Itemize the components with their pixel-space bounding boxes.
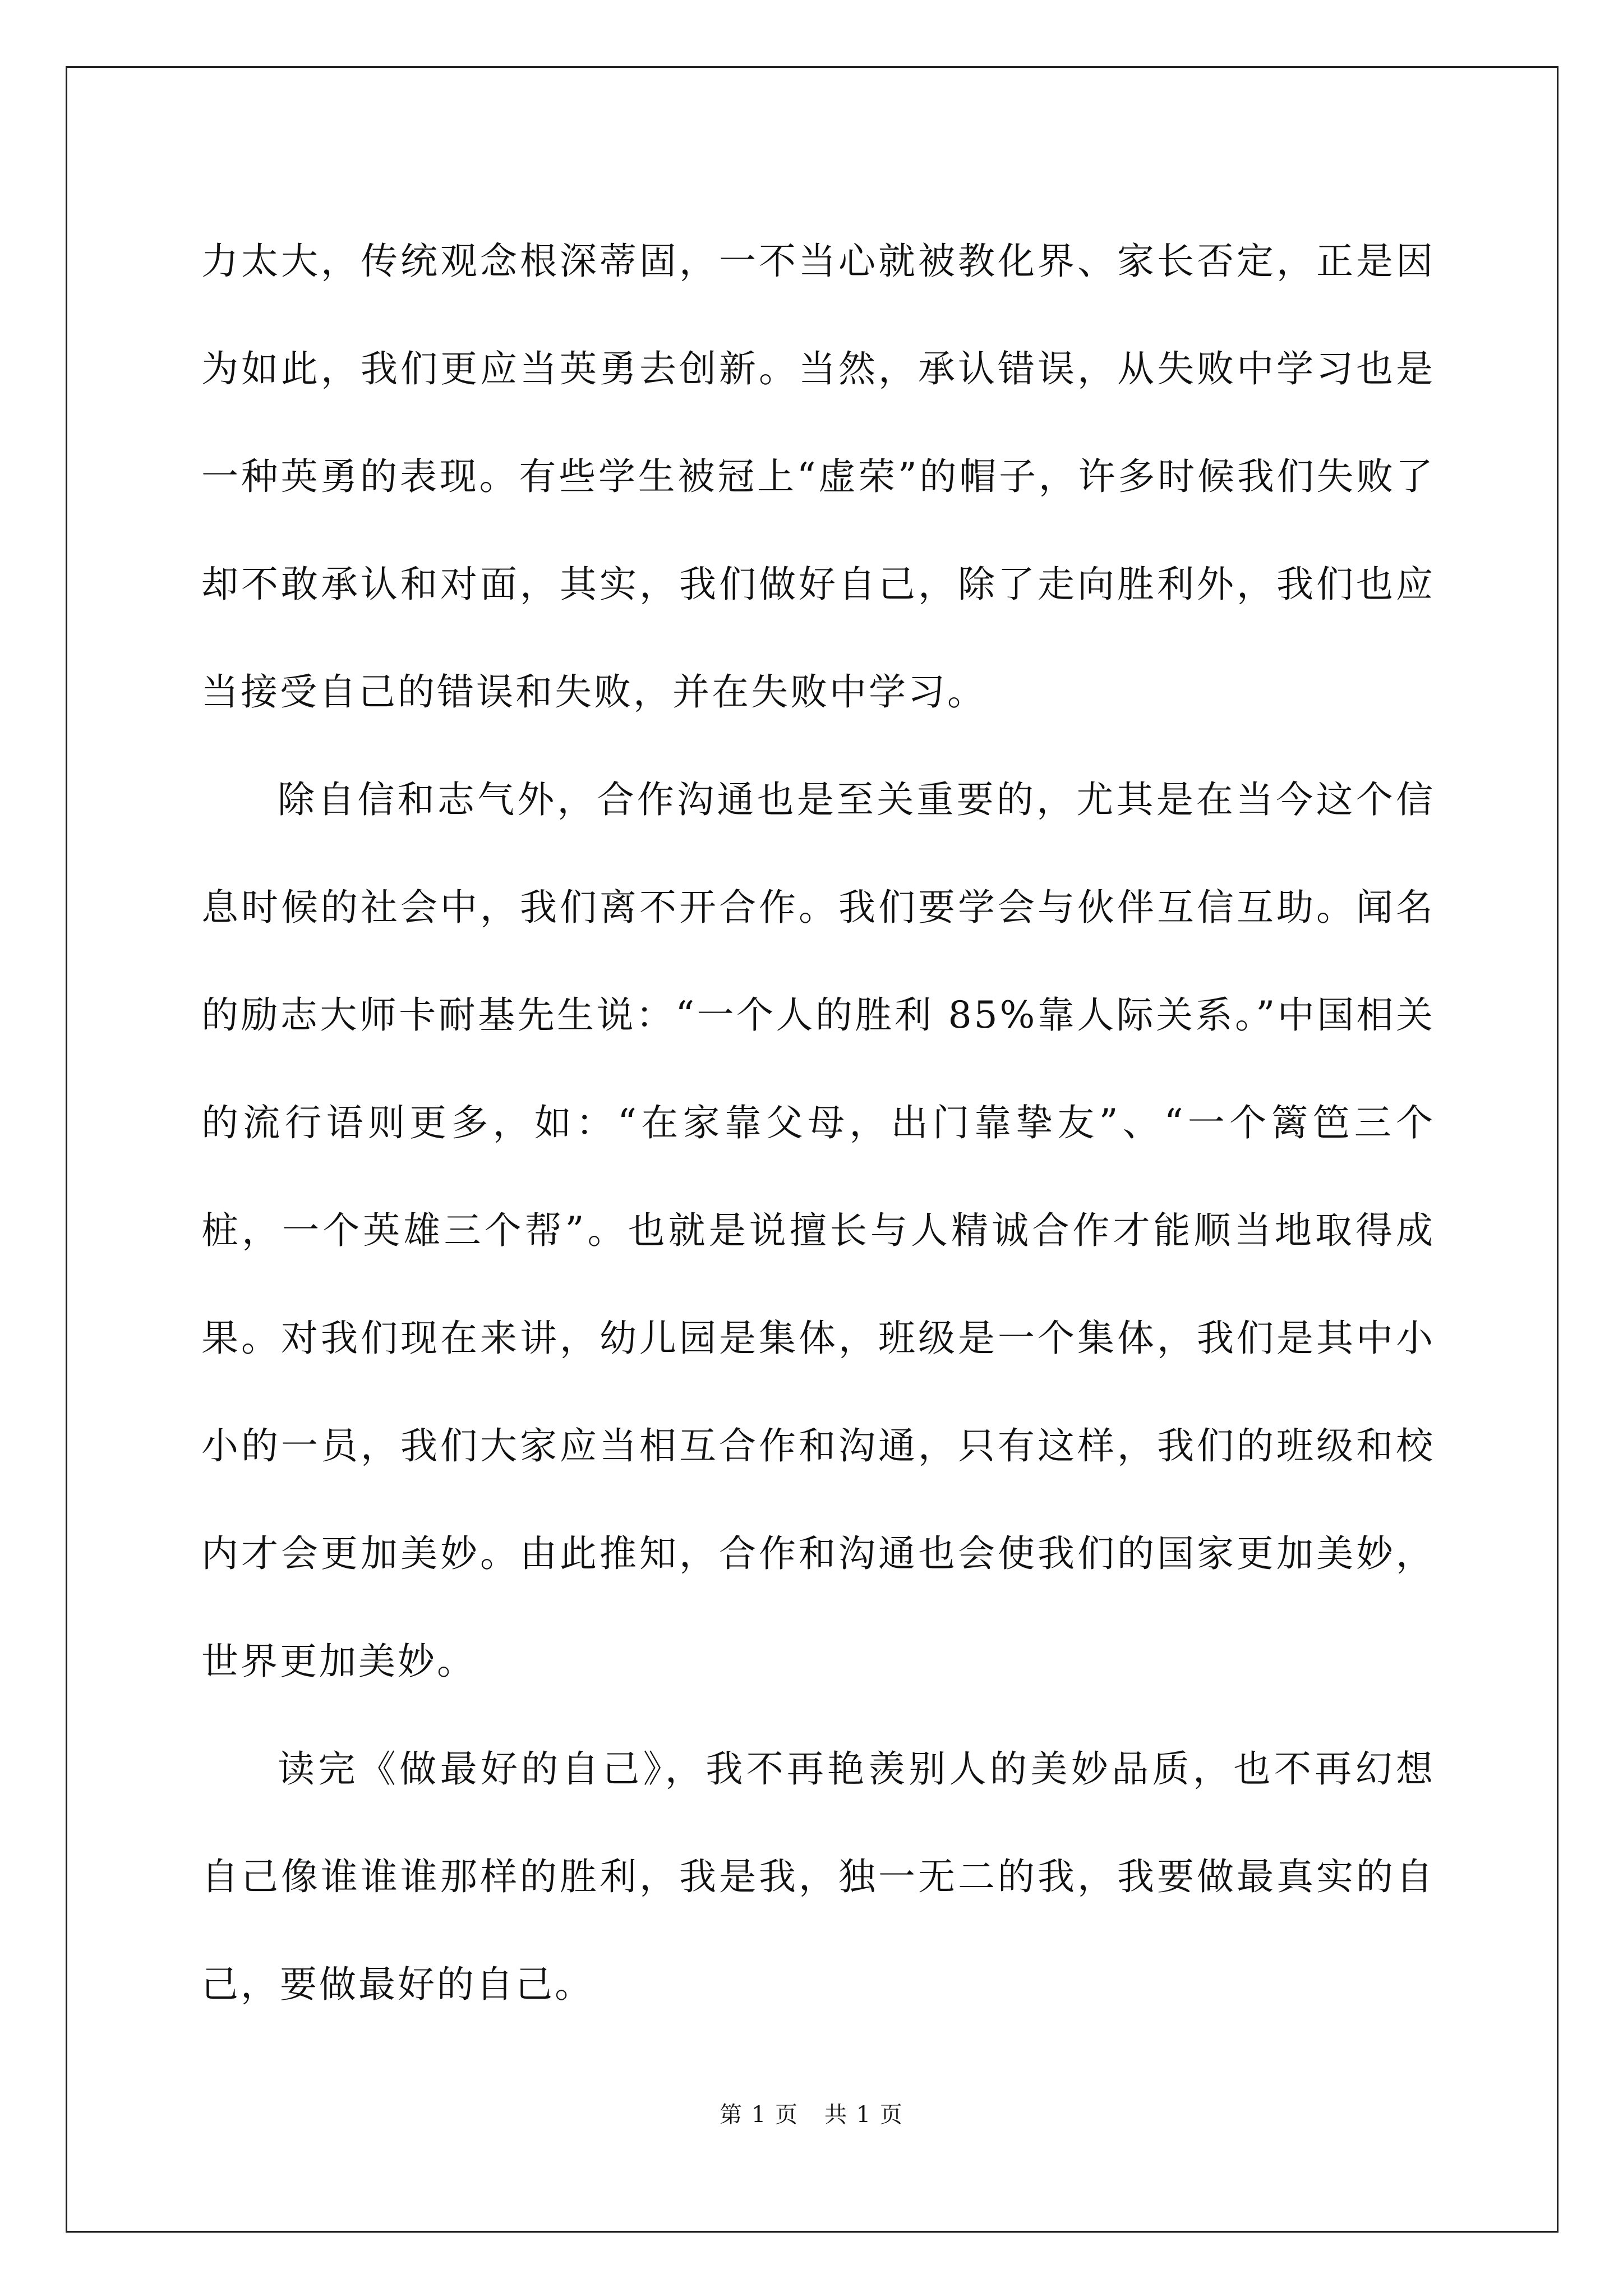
paragraph-3: 读完《做最好的自己》，我不再艳羡别人的美妙品质，也不再幻想自己像谁谁谁那样的胜利，我是我，独一无二的我，我要做最真实的自己，要做最好的自己。 [201,1747,1435,2006]
document-body [201,208,1435,2039]
page-footer [0,2101,1623,2129]
paragraph-1: 力太大，传统观念根深蒂固，一不当心就被教化界、家长否定，正是因为如此，我们更应当英勇去创新。当然，承认错误，从失败中学习也是一种英勇的表现。有些学生被冠上“虚荣”的帽子，许多时候我们失败了却不敢承认和对面，其实，我们做好自己，除了走向胜利外，我们也应当接受自己的错误和失败，并在失败中学习。 [201,240,1435,714]
page-total: 共 1 页 [824,2102,903,2128]
paragraph-2: 除自信和志气外，合作沟通也是至关重要的，尤其是在当今这个信息时候的社会中，我们离不开合作。我们要学会与伙伴互信互助。闻名的励志大师卡耐基先生说：“一个人的胜利 85%靠人际关系。”中国相关的流行语则更多，如：“在家靠父母，出门靠挚友”、“一个篱笆三个桩，一个英雄三个帮”。也就是说擅长与人精诚合作才能顺当地取得成果。对我们现在来讲，幼儿园是集体，班级是一个集体，我们是其中小小的一员，我们大家应当相互合作和沟通，只有这样，我们的班级和校内才会更加美妙。由此推知，合作和沟通也会使我们的国家更加美妙，世界更加美妙。 [201,778,1435,1683]
page-number: 第 1 页 [720,2102,799,2128]
